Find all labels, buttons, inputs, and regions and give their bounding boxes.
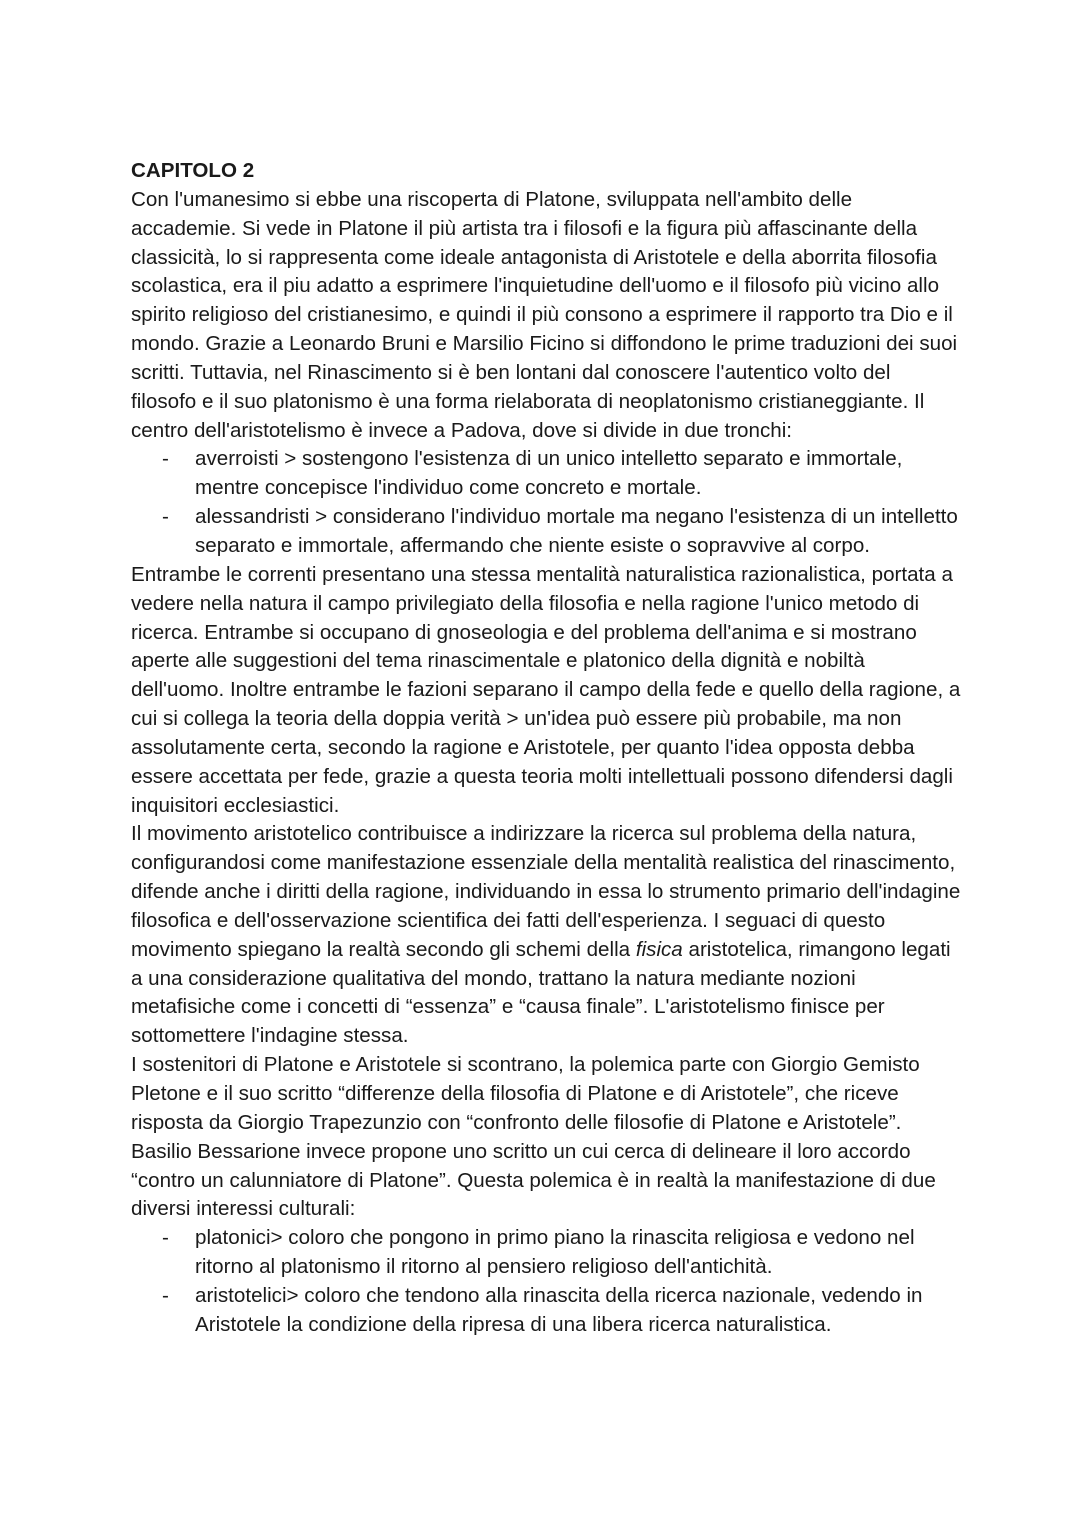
list-item xyxy=(131,445,961,503)
text-run: Il movimento aristotelico contribuisce a indirizzare la ricerca sul problema della natura, configurandosi come manifestazione essenziale della mentalità realistica del rinascimento, difende anche i diritti della ragione, individuando in essa lo strumento primario dell'indagine filosofica e dell'osservazione scientifica dei fatti dell'esperienza. I seguaci di questo movimento spiegano la realtà secondo gli schemi della xyxy=(131,822,961,961)
list-item-text: averroisti > sostengono l'esistenza di un unico intelletto separato e immortale, mentre concepisce l'individuo come concreto e mortale. xyxy=(195,447,903,500)
list-item xyxy=(131,1282,961,1340)
document-page xyxy=(131,157,961,1340)
list-item xyxy=(131,1224,961,1282)
list-item-text: aristotelici> coloro che tendono alla rinascita della ricerca nazionale, vedendo in Aristotele la condizione della ripresa di una libera ricerca naturalistica. xyxy=(195,1283,923,1336)
dash-bullet: - xyxy=(162,505,169,529)
list-cultural-interests xyxy=(131,1224,961,1339)
list-item xyxy=(131,503,961,561)
text-run: aristotelica, rimangono legati a una considerazione qualitativa del mondo, trattano la natura mediante nozioni metafisiche come i concetti di “essenza” e “causa finale”. L'aristotelismo finisce per sottomettere l'indagine stessa. xyxy=(131,937,951,1048)
paragraph-aristotelian-movement xyxy=(131,820,961,1051)
list-aristotelian-branches xyxy=(131,445,961,560)
dash-bullet: - xyxy=(162,447,169,471)
dash-bullet: - xyxy=(162,1226,169,1250)
list-item-text: alessandristi > considerano l'individuo mortale ma negano l'esistenza di un intelletto separato e immortale, affermando che niente esiste o sopravvive al corpo. xyxy=(195,505,958,557)
chapter-title: CAPITOLO 2 xyxy=(131,159,255,182)
italic-term: fisica xyxy=(635,937,683,961)
paragraph-polemic: I sostenitori di Platone e Aristotele si scontrano, la polemica parte con Giorgio Gemisto Pletone e il suo scritto “differenze della filosofia di Platone e di Aristotele”, che riceve risposta da Giorgio Trapezunzio con “confronto delle filosofie di Platone e Aristotele”. Basilio Bessarione invece propone uno scritto un cui cerca di delineare il loro accordo “contro un calunniatore di Platone”. Questa polemica è in realtà la manifestazione di due diversi interessi culturali: xyxy=(131,1053,936,1221)
paragraph-intro: Con l'umanesimo si ebbe una riscoperta di Platone, sviluppata nell'ambito delle accademie. Si vede in Platone il più artista tra i filosofi e la figura più affascinante della classicità, lo si rappresenta come ideale antagonista di Aristotele e della aborrita filosofia scolastica, era il piu adatto a esprimere l'inquietudine dell'uomo e il filosofo più vicino allo spirito religioso del cristianesimo, e quindi il più consono a esprimere il rapporto tra Dio e il mondo. Grazie a Leonardo Bruni e Marsilio Ficino si diffondono le prime traduzioni dei suoi scritti. Tuttavia, nel Rinascimento si è ben lontani dal conoscere l'autentico volto del filosofo e il suo platonismo è una forma rielaborata di neoplatonismo cristianeggiante. Il centro dell'aristotelismo è invece a Padova, dove si divide in due tronchi: xyxy=(131,187,958,442)
paragraph-naturalism: Entrambe le correnti presentano una stessa mentalità naturalistica razionalistica, portata a vedere nella natura il campo privilegiato della filosofia e nella ragione l'unico metodo di ricerca. Entrambe si occupano di gnoseologia e del problema dell'anima e si mostrano aperte alle suggestioni del tema rinascimentale e platonico della dignità e nobiltà dell'uomo. Inoltre entrambe le fazioni separano il campo della fede e quello della ragione, a cui si collega la teoria della doppia verità > un'idea può essere più probabile, ma non assolutamente certa, secondo la ragione e Aristotele, per quanto l'idea opposta debba essere accettata per fede, grazie a questa teoria molti intellettuali possono difendersi dagli inquisitori ecclesiastici. xyxy=(131,562,961,817)
dash-bullet: - xyxy=(162,1283,169,1307)
list-item-text: platonici> coloro che pongono in primo piano la rinascita religiosa e vedono nel ritorno al platonismo il ritorno al pensiero religioso dell'antichità. xyxy=(195,1226,915,1279)
